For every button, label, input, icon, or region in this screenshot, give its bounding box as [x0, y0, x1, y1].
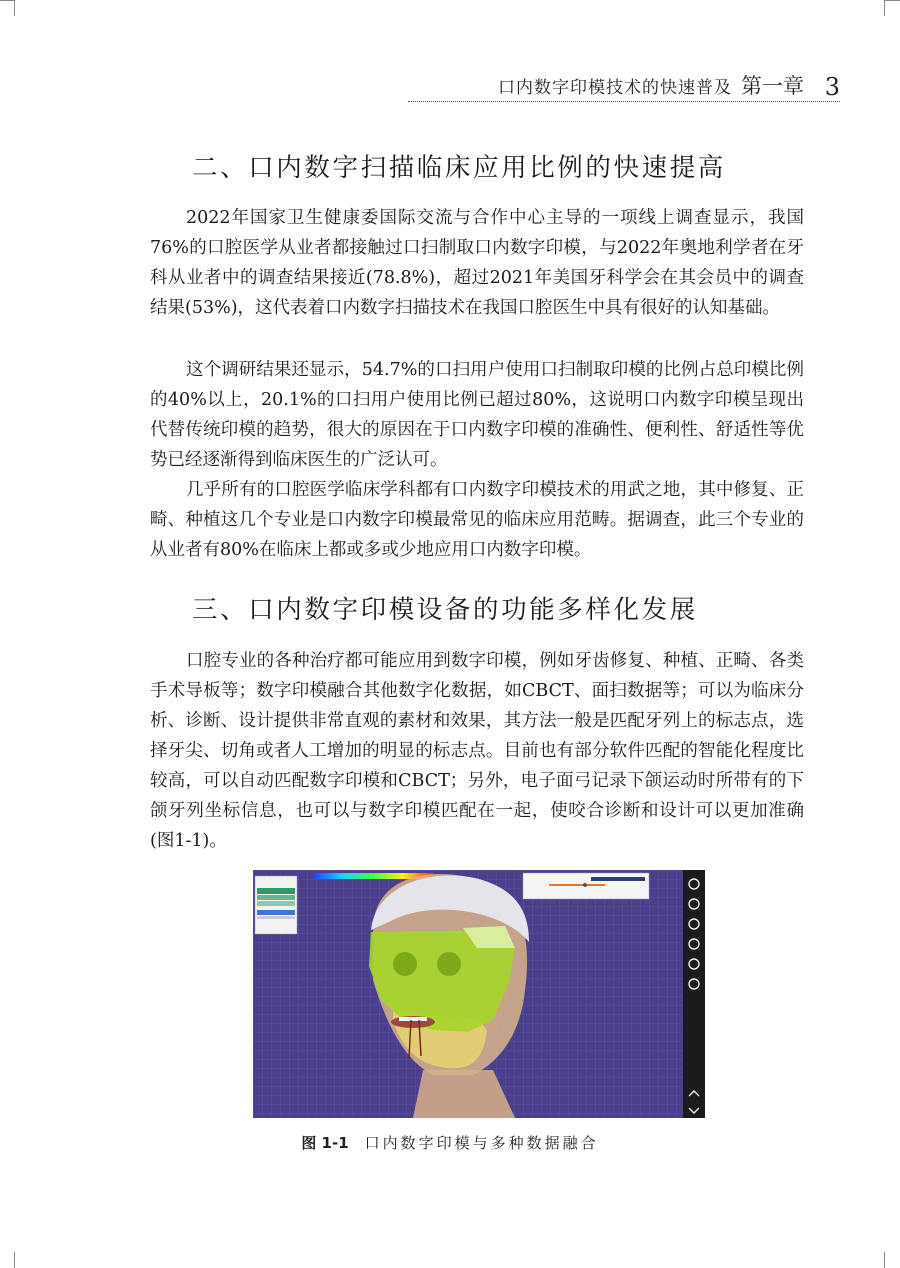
- running-header: [408, 72, 840, 104]
- crop-mark: [0, 0, 14, 1]
- body-paragraph: 这个调研结果还显示，54.7%的口扫用户使用口扫制取印模的比例占总印模比例的40%以上，20.1%的口扫用户使用比例已超过80%，这说明口内数字印模呈现出代替传统印模的趋势，很大的原因在于口内数字印模的准确性、便利性、舒适性等优势已经逐渐得到临床医生的广泛认可。: [150, 360, 804, 470]
- crop-mark: [14, 0, 15, 16]
- fusion-screenshot: [253, 870, 705, 1118]
- crop-mark: [14, 1252, 15, 1268]
- page-number: 3: [824, 73, 840, 101]
- section-heading: 三、口内数字印模设备的功能多样化发展: [192, 595, 698, 625]
- running-header-title: 口内数字印模技术的快速普及: [498, 78, 732, 98]
- right-toolbar: [683, 870, 705, 1118]
- figure-caption-text: 口内数字印模与多种数据融合: [364, 1134, 599, 1152]
- figure-caption: [0, 1132, 900, 1153]
- body-paragraph: 几乎所有的口腔医学临床学科都有口内数字印模技术的用武之地，其中修复、正畸、种植这几个专业是口内数字印模最常见的临床应用范畴。据调查，此三个专业的从业者有80%在临床上都或多或少地应用口内数字印模。: [150, 480, 804, 560]
- crop-mark: [884, 0, 900, 1]
- crop-mark: [884, 0, 885, 16]
- body-paragraph: 2022年国家卫生健康委国际交流与合作中心主导的一项线上调查显示，我国76%的口腔医学从业者都接触过口扫制取口内数字印模，与2022年奥地利学者在牙科从业者中的调查结果接近(78.8%)，超过2021年美国牙科学会在其会员中的调查结果(53%)，这代表着口内数字扫描技术在我国口腔医生中具有很好的认知基础。: [150, 208, 804, 318]
- running-header-chapter: 第一章: [741, 74, 804, 98]
- section-heading: 二、口内数字扫描临床应用比例的快速提高: [192, 153, 726, 183]
- body-paragraph: 口腔专业的各种治疗都可能应用到数字印模，例如牙齿修复、种植、正畸、各类手术导板等；数字印模融合其他数字化数据，如CBCT、面扫数据等；可以为临床分析、诊断、设计提供非常直观的素材和效果，其方法一般是匹配牙列上的标志点，选择牙尖、切角或者人工增加的明显的标志点。目前也有部分软件匹配的智能化程度比较高，可以自动匹配数字印模和CBCT；另外，电子面弓记录下颌运动时所带有的下颌牙列坐标信息，也可以与数字印模匹配在一起，使咬合诊断和设计可以更加准确(图1-1)。: [150, 651, 804, 851]
- figure-number: 图 1-1: [301, 1134, 349, 1152]
- crop-mark: [884, 1252, 885, 1268]
- figure-image: [253, 870, 705, 1118]
- header-rule: [408, 101, 840, 102]
